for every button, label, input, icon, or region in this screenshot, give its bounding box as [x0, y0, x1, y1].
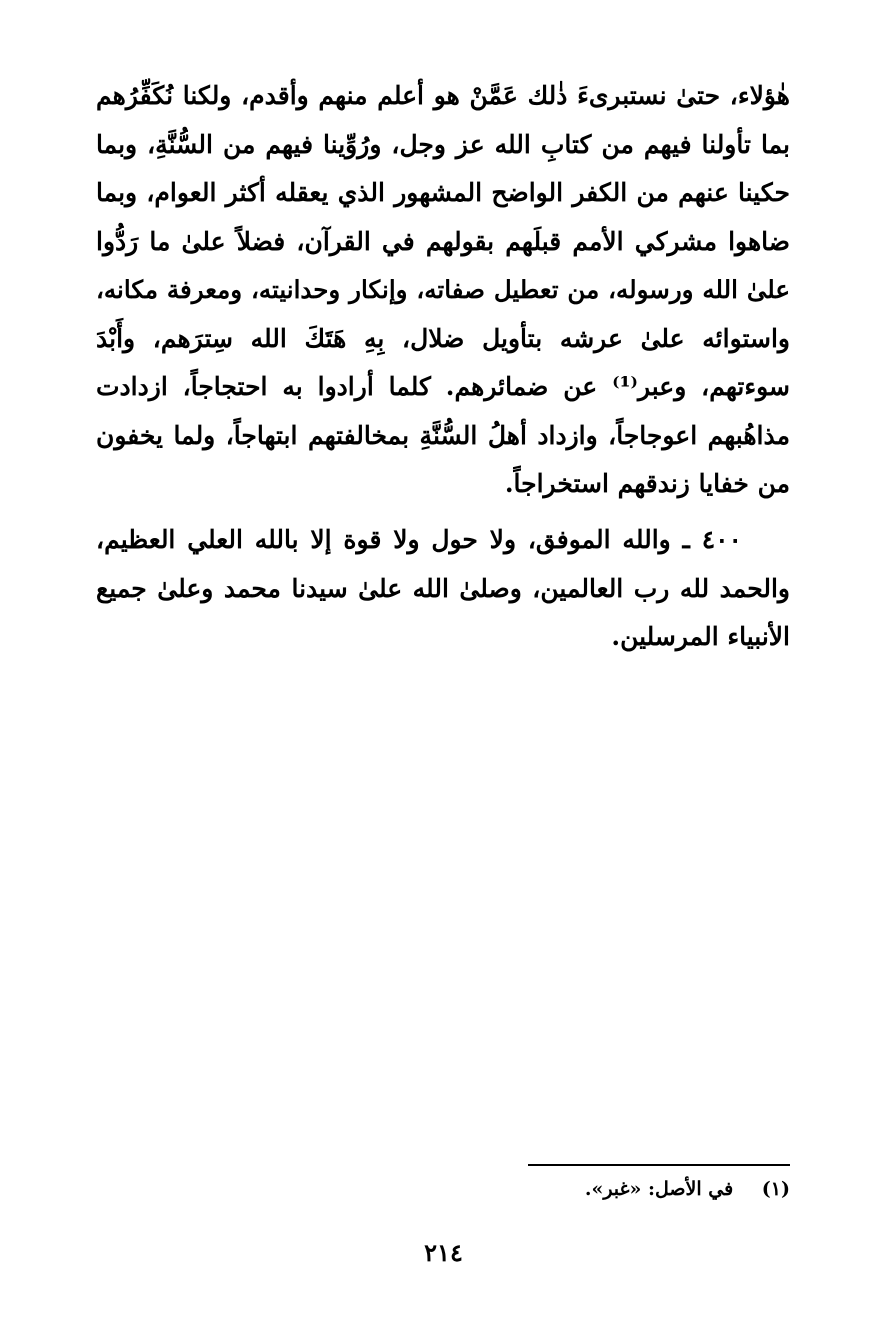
page-number: ٢١٤: [424, 1238, 463, 1267]
footnote-divider: [528, 1164, 790, 1166]
main-paragraph: [96, 72, 790, 509]
text-line: والحمد لله رب العالمين، وصلىٰ الله علىٰ سيدنا محمد وعلىٰ جميع: [96, 573, 790, 603]
text-line: بما تأولنا فيهم من كتابِ الله عز وجل، ورُوِّينا فيهم من السُّنَّةِ، وبما: [96, 129, 790, 159]
text-line: من خفايا زندقهم استخراجاً.: [504, 469, 790, 498]
text-line: ٤٠٠ ـ والله الموفق، ولا حول ولا قوة إلا بالله العلي العظيم،: [96, 525, 742, 554]
text-line: حكينا عنهم من الكفر الواضح المشهور الذي يعقله أكثر العوام، وبما: [96, 178, 790, 207]
closing-paragraph: [96, 516, 790, 662]
text-line: ضاهوا مشركي الأمم قبلَهم بقولهم في القرآن، فضلاً علىٰ ما رَدُّوا: [96, 226, 790, 256]
text-line: علىٰ الله ورسوله، من تعطيل صفاته، وإنكار وحدانيته، ومعرفة مكانه،: [96, 275, 790, 304]
text-line: سوءتهم، وعبر⁽¹⁾ عن ضمائرهم. كلما أرادوا به احتجاجاً، ازدادت: [96, 372, 790, 401]
text-line: هٰؤلاء، حتىٰ نستبرىءَ ذٰلك عَمَّنْ هو أعلم منهم وأقدم، ولكنا نُكَفِّرُهم: [96, 81, 790, 110]
footnote-number: (١): [761, 1178, 790, 1200]
text-line: واستوائه علىٰ عرشه بتأويل ضلال، بِهِ هَتَكَ الله سِترَهم، وأَبْدَ: [96, 323, 790, 353]
footnote-text: في الأصل: «غبر».: [584, 1178, 734, 1200]
text-line: الأنبياء المرسلين.: [611, 622, 790, 651]
text-line: مذاهُبهم اعوجاجاً، وازداد أهلُ السُّنَّةِ بمخالفتهم ابتهاجاً، ولما يخفون: [96, 420, 790, 450]
footnote: [585, 1178, 790, 1200]
